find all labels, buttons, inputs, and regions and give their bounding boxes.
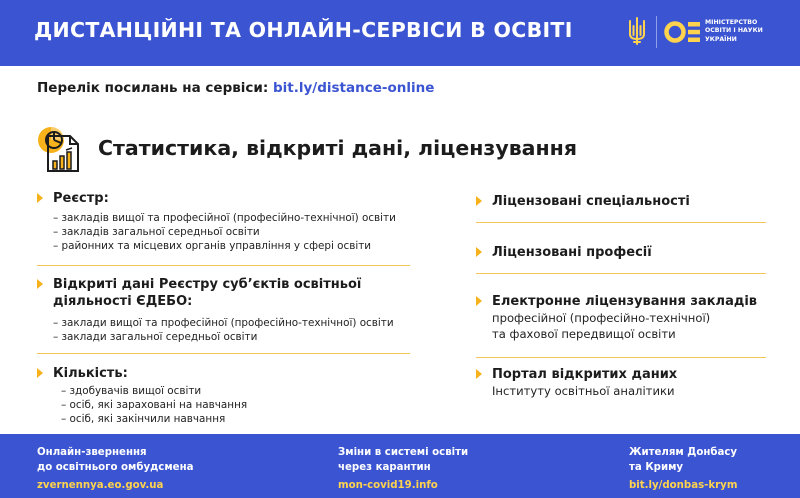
bullet-arrow-icon xyxy=(476,369,482,379)
ombudsman-link[interactable]: zvernennya.eo.gov.ua xyxy=(37,480,164,491)
footer-ombudsman: Онлайн-звернення до освітнього омбудсмена zvernennya.eo.gov.ua xyxy=(37,446,194,494)
divider xyxy=(476,273,766,274)
bullet-arrow-icon xyxy=(37,193,43,203)
list-item: – заклади загальної середньої освіти xyxy=(53,331,258,343)
footer-donbas: Жителям Донбасу та Криму bit.ly/donbas-krym xyxy=(629,446,737,494)
list-item: – районних та місцевих органів управління у сфері освіти xyxy=(53,240,372,252)
item-title: Кількість: xyxy=(53,366,128,381)
divider xyxy=(476,357,766,358)
footer-bar xyxy=(0,434,800,498)
bullet-arrow-icon xyxy=(476,196,482,206)
links-label: Перелік посилань на сервіси: xyxy=(37,80,273,96)
divider xyxy=(476,222,766,223)
list-item: – осіб, які закінчили навчання xyxy=(61,413,226,425)
section-title: Статистика, відкриті дані, ліцензування xyxy=(98,136,578,160)
list-item: – заклади вищої та професійної (професійно-технічної) освіти xyxy=(53,317,394,329)
divider xyxy=(37,353,410,354)
list-item: – закладів загальної середньої освіти xyxy=(53,226,260,238)
item-title: Портал відкритих даних xyxy=(492,367,678,382)
ministry-logo-icon xyxy=(664,19,702,45)
item-title-line2: діяльності ЄДЕБО: xyxy=(53,294,193,309)
footer-covid: Зміни в системі освіти через карантин mon-covid19.info xyxy=(338,446,468,494)
item-title: Реєстр: xyxy=(53,191,109,206)
ministry-name: МІНІСТЕРСТВО ОСВІТИ І НАУКИ УКРАЇНИ xyxy=(705,19,763,43)
divider xyxy=(37,265,410,266)
header-bar xyxy=(0,0,800,66)
bullet-arrow-icon xyxy=(476,296,482,306)
bullet-arrow-icon xyxy=(476,247,482,257)
item-title-line1: Відкриті дані Реєстру суб’єктів освітньої xyxy=(53,277,362,292)
bullet-arrow-icon xyxy=(37,279,43,289)
covid-link[interactable]: mon-covid19.info xyxy=(338,480,438,491)
bullet-arrow-icon xyxy=(37,368,43,378)
page-title: ДИСТАНЦІЙНІ ТА ОНЛАЙН-СЕРВІСИ В ОСВІТІ xyxy=(34,18,573,42)
distance-online-link[interactable]: bit.ly/distance-online xyxy=(272,80,435,96)
statistics-document-icon xyxy=(34,126,84,172)
list-item: – закладів вищої та професійної (професійно-технічної) освіти xyxy=(53,212,396,224)
links-line xyxy=(37,80,434,96)
item-title: Електронне ліцензування закладів xyxy=(492,294,758,309)
donbas-link[interactable]: bit.ly/donbas-krym xyxy=(629,480,738,491)
item-subtitle: професійної (професійно-технічної) xyxy=(492,311,711,325)
trident-icon xyxy=(627,17,647,45)
list-item: – здобувачів вищої освіти xyxy=(61,385,202,397)
item-subtitle: та фахової передвищої освіти xyxy=(492,327,676,341)
item-title: Ліцензовані спеціальності xyxy=(492,194,690,209)
list-item: – осіб, які зараховані на навчання xyxy=(61,399,248,411)
logo-divider xyxy=(656,16,657,48)
item-subtitle: Інституту освітньої аналітики xyxy=(492,384,675,398)
item-title: Ліцензовані професії xyxy=(492,245,652,260)
